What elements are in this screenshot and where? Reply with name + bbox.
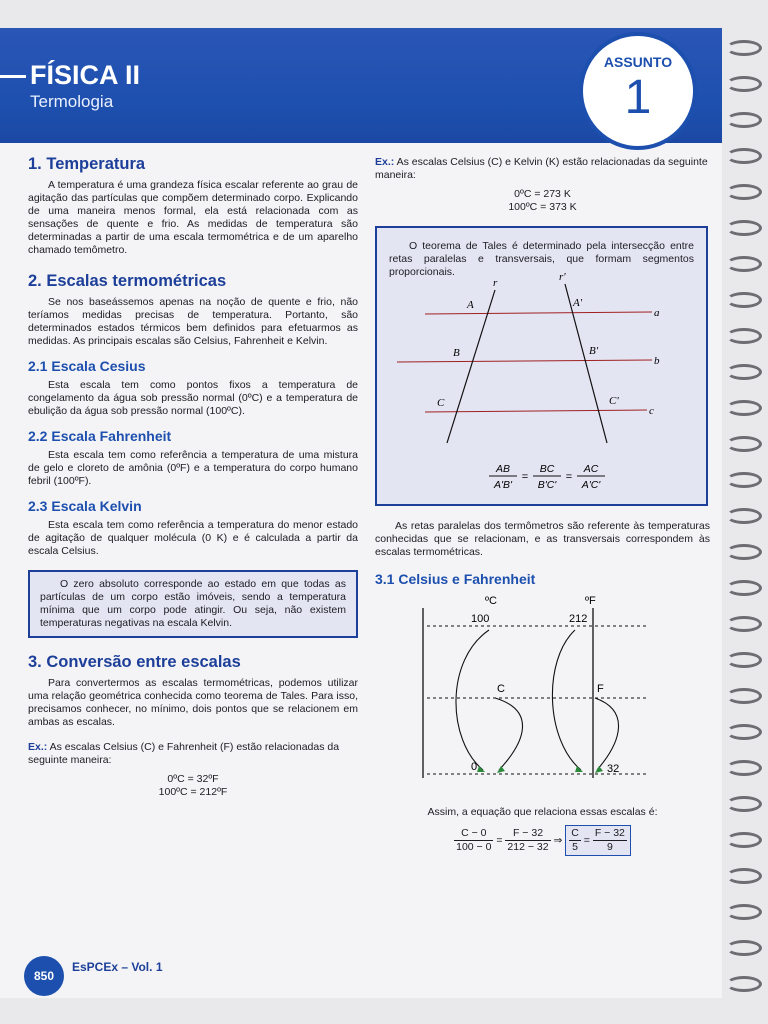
spiral-ring: [726, 796, 762, 812]
tales-eq-1: =: [521, 471, 529, 483]
section-2-3-text: Esta escala tem como referência a temperatura do menor estado de agitação de qualquer molécula (0 K) e é calculada a partir da escala Celsius.: [28, 519, 358, 557]
parallel-line-b: [397, 360, 652, 362]
eq-d3: 5: [572, 841, 578, 853]
spiral-ring: [726, 256, 762, 272]
tales-diagram: [377, 228, 706, 504]
eq-d4: 9: [606, 841, 613, 853]
chapter-header: [0, 28, 722, 143]
spiral-ring: [726, 688, 762, 704]
section-3-1-title: 3.1 Celsius e Fahrenheit: [375, 571, 536, 587]
eq-frac-4: [593, 827, 627, 854]
label-a: a: [654, 307, 660, 319]
tales-n3: AC: [583, 463, 599, 475]
assunto-label: ASSUNTO: [603, 54, 673, 70]
spiral-ring: [726, 436, 762, 452]
eq-n1: C − 0: [454, 827, 493, 841]
arrow-f-outer: [575, 766, 583, 772]
section-2-1-title: 2.1 Escala Cesius: [28, 358, 146, 374]
spiral-ring: [726, 976, 762, 992]
section-2-1-text: Esta escala tem como pontos fixos a temperatura de congelamento da água sob pressão normal (0ºC) e a temperatura de ebulição da água sob pressão normal (100ºC).: [28, 379, 358, 417]
eq-sign-1: =: [496, 834, 503, 847]
equation-intro: Assim, a equação que relaciona essas escalas é:: [427, 806, 658, 818]
spiral-ring: [726, 940, 762, 956]
spiral-ring: [726, 724, 762, 740]
spiral-ring: [726, 220, 762, 236]
book-title: EsPCEx – Vol. 1: [72, 960, 163, 974]
example-right-eq-1: 0ºC = 273 K: [514, 188, 571, 200]
tales-n2: BC: [539, 463, 555, 475]
eq-n3: C: [571, 827, 579, 839]
section-2-3-title: 2.3 Escala Kelvin: [28, 498, 142, 514]
example-label: Ex.:: [28, 741, 48, 753]
spiral-ring: [726, 832, 762, 848]
spiral-ring: [726, 508, 762, 524]
page-number-badge: 850: [24, 956, 64, 996]
section-1-title: 1. Temperatura: [28, 155, 146, 173]
spiral-ring: [726, 292, 762, 308]
assunto-number: 1: [624, 71, 652, 124]
spiral-ring: [726, 364, 762, 380]
label-b: b: [654, 355, 660, 367]
spiral-ring: [726, 580, 762, 596]
fahrenheit-32-label: 32: [607, 763, 620, 775]
section-3-title: 3. Conversão entre escalas: [28, 653, 241, 671]
label-r: r: [493, 277, 498, 289]
eq-n4: F − 32: [594, 827, 625, 839]
spiral-ring: [726, 76, 762, 92]
spiral-ring: [726, 868, 762, 884]
eq-n2: F − 32: [505, 827, 550, 841]
tales-d2: B'C': [537, 479, 557, 491]
arrow-c-inner: [497, 766, 505, 773]
tales-d1: A'B': [493, 479, 513, 491]
section-3-text: Para convertermos as escalas termométricas, podemos utilizar uma relação geométrica conhecida como teorema de Tales. Para isso, precisamos conhecer, no mínimo, dois pontos que se relacionem em ambas as escalas.: [28, 677, 358, 728]
section-2-text: Se nos baseássemos apenas na noção de quente e frio, não teríamos medidas precisas de temperatura. Portanto, são determinados estados térmicos bem definidos para efetuarmos as medidas. As principais escalas são Celsius, Fahrenheit e Kelvin.: [28, 296, 358, 347]
celsius-arc-outer: [456, 630, 489, 770]
celsius-c-label: C: [497, 683, 505, 695]
tales-eq-2: =: [565, 471, 573, 483]
parallel-text: As retas paralelas dos termômetros são referente às temperaturas conhecidas que se relacionam, e as transversais correspondem às escalas termométricas.: [375, 520, 710, 558]
eq-frac-3: [569, 827, 581, 854]
parallel-line-c: [425, 410, 647, 412]
example-right-eq-2: 100ºC = 373 K: [508, 201, 577, 213]
eq-arrow: ⇒: [553, 834, 563, 847]
spiral-ring: [726, 400, 762, 416]
eq-frac-2: [505, 827, 550, 854]
spiral-ring: [726, 904, 762, 920]
spiral-ring: [726, 40, 762, 56]
fahrenheit-f-label: F: [597, 683, 604, 695]
example-text: As escalas Celsius (C) e Fahrenheit (F) estão relacionadas da seguinte maneira:: [28, 741, 340, 766]
example-label-right: Ex.:: [375, 156, 395, 168]
spiral-ring: [726, 616, 762, 632]
chapter-title: FÍSICA II: [30, 60, 141, 90]
label-A: A: [467, 299, 474, 311]
label-A-prime: A': [573, 297, 583, 309]
example-eq-1: 0ºC = 32ºF: [167, 773, 219, 785]
section-2-2-text: Esta escala tem como referência a temperatura de uma mistura de gelo e cloreto de amônia (0ºF) e a temperatura do corpo humano febril (100ºF).: [28, 449, 358, 487]
tales-d3: A'C': [581, 479, 601, 491]
header-dash: [0, 75, 26, 78]
fahrenheit-unit-label: ºF: [585, 595, 596, 607]
celsius-arc-inner: [495, 698, 523, 770]
right-column: [375, 156, 710, 856]
parallel-line-a: [425, 312, 652, 314]
spiral-ring: [726, 328, 762, 344]
section-1-text: A temperatura é uma grandeza física escalar referente ao grau de agitação das partículas que compõem determinado corpo. Explicando de uma maneira menos formal, ela está relacionada com as sensações de quente e frio. As medidas de temperatura são determinadas a partir de uma escala termométrica e de um aparelho chamado temômetro.: [28, 179, 358, 256]
tales-text: O teorema de Tales é determinado pela intersecção entre retas paralelas e transversais, que formam segmentos proporcionais.: [389, 240, 694, 278]
example-celsius-kelvin: [375, 156, 710, 214]
spiral-ring: [726, 472, 762, 488]
example-eq-2: 100ºC = 212ºF: [158, 786, 228, 798]
eq-d2: 212 − 32: [507, 841, 549, 853]
example-text-right: As escalas Celsius (C) e Kelvin (K) estão relacionadas da seguinte maneira:: [375, 156, 708, 181]
chapter-subtitle: Termologia: [30, 92, 114, 111]
result-box: [565, 825, 631, 856]
label-r-prime: r': [559, 271, 566, 283]
celsius-fahrenheit-diagram: [375, 590, 675, 800]
tales-box: [375, 226, 708, 506]
example-celsius-fahrenheit: [28, 741, 358, 799]
fahrenheit-212-label: 212: [569, 613, 588, 625]
label-C: C: [437, 397, 445, 409]
celsius-unit-label: ºC: [485, 595, 497, 607]
book-page: [0, 28, 722, 998]
left-column: [28, 155, 358, 799]
assunto-badge: [579, 32, 697, 150]
eq-frac-1: [454, 827, 493, 854]
fahrenheit-arc-inner: [595, 698, 619, 770]
spiral-ring: [726, 544, 762, 560]
transversal-r-prime: [565, 284, 607, 443]
spiral-ring: [726, 760, 762, 776]
section-2-title: 2. Escalas termométricas: [28, 272, 227, 290]
arrow-c-outer: [477, 766, 485, 772]
kelvin-note-box: [28, 570, 358, 638]
label-c: c: [649, 405, 654, 417]
label-B: B: [453, 347, 460, 359]
celsius-0-label: 0: [471, 761, 478, 773]
section-2-2-title: 2.2 Escala Fahrenheit: [28, 428, 172, 444]
eq-d1: 100 − 0: [456, 841, 492, 853]
spiral-ring: [726, 112, 762, 128]
spiral-ring: [726, 148, 762, 164]
celsius-100-label: 100: [471, 613, 490, 625]
label-C-prime: C': [609, 395, 619, 407]
kelvin-note-text: O zero absoluto corresponde ao estado em que todas as partículas de um corpo estão imóveis, sendo a temperatura mínima que um corpo pode atingir. Ou seja, não existem temperaturas negativas na escala Kelvin.: [40, 578, 346, 629]
arrow-f-inner: [595, 766, 603, 773]
conversion-equation: [375, 825, 710, 856]
eq-sign-2: =: [583, 834, 590, 847]
label-B-prime: B': [589, 345, 599, 357]
spiral-ring: [726, 184, 762, 200]
tales-n1: AB: [495, 463, 511, 475]
fahrenheit-arc-outer: [552, 630, 581, 770]
spiral-ring: [726, 652, 762, 668]
transversal-r: [447, 290, 495, 443]
